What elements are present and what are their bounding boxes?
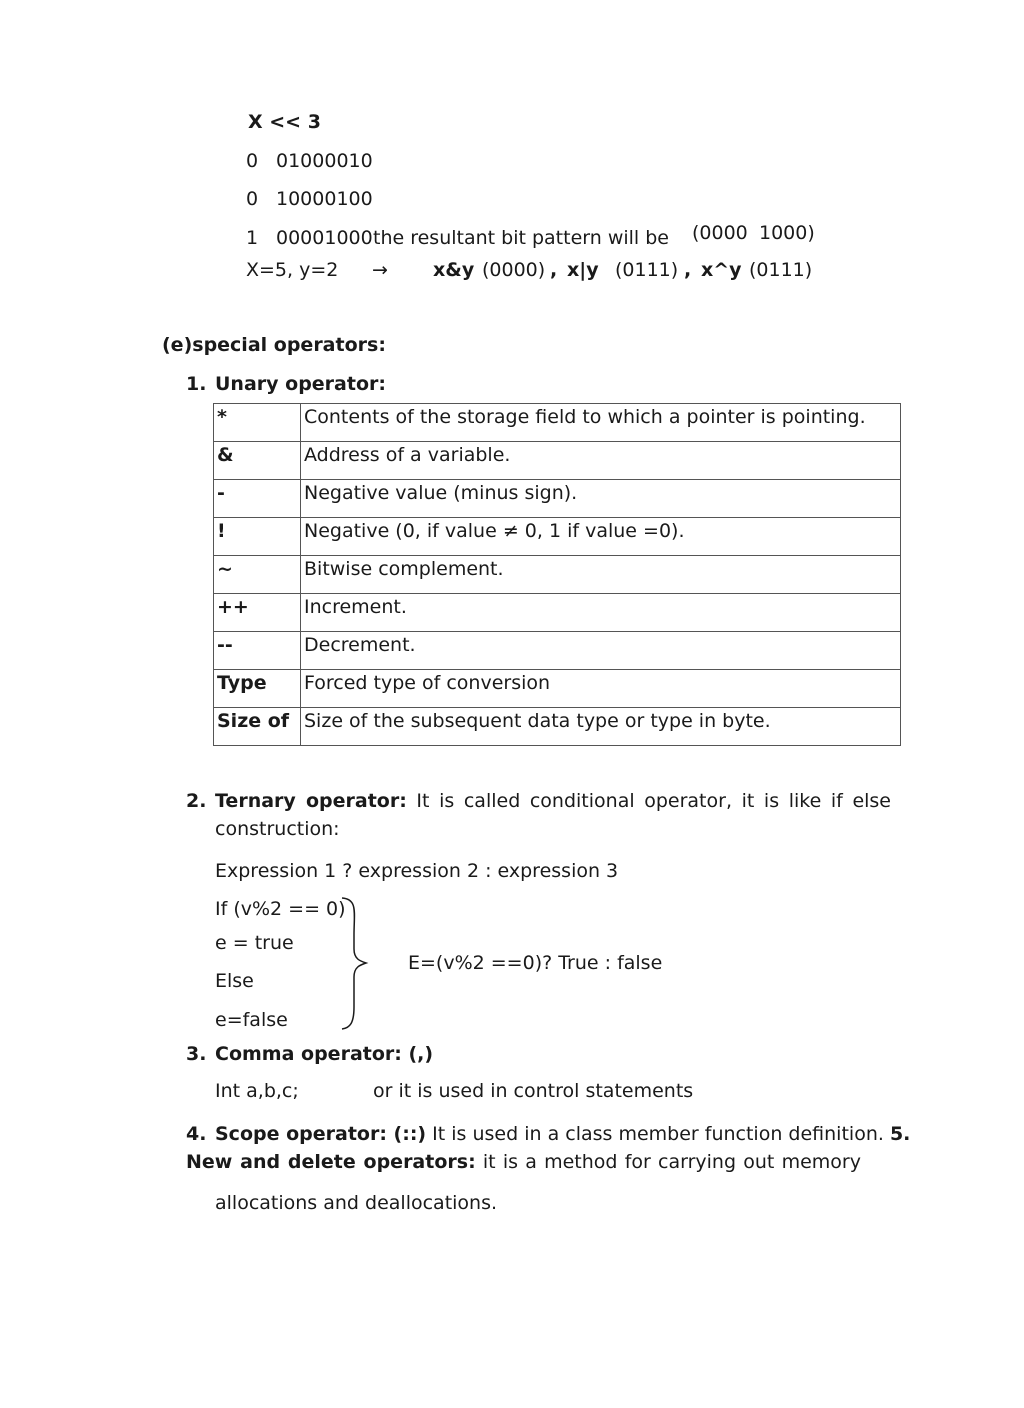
operator-description: Address of a variable. [301,442,901,480]
shift-carry: 1 [246,227,259,249]
shift-bits: 00001000 [276,227,373,249]
list-number: 1. [186,373,207,395]
ternary-text: It is called conditional operator, it is like if else [416,790,891,812]
operator-description: Decrement. [301,632,901,670]
code-line: If (v%2 == 0) [215,898,346,920]
table-row [214,670,901,708]
and-val: (0000) [482,259,546,281]
xor-op: x^y [701,259,742,281]
result-part-a: (0000 [692,222,748,244]
operator-symbol: ! [214,518,301,556]
comma-sep: , [684,259,692,281]
operator-description: Contents of the storage field to which a pointer is pointing. [301,404,901,442]
table-row [214,404,901,442]
operator-symbol: -- [214,632,301,670]
ternary-text-cont: construction: [215,818,340,840]
shift-carry: 0 [246,150,259,172]
table-row [214,708,901,746]
list-number: 2. [186,790,207,812]
operator-description: Negative value (minus sign). [301,480,901,518]
scope-title: Scope operator: (::) [215,1123,427,1145]
table-row [214,518,901,556]
shift-title: X << 3 [248,111,321,133]
newdel-line [186,1151,861,1173]
operator-symbol: Type [214,670,301,708]
operator-description: Forced type of conversion [301,670,901,708]
ternary-line [215,790,891,812]
code-line: Else [215,970,254,992]
operator-symbol: * [214,404,301,442]
table-row [214,556,901,594]
curly-brace-icon [336,895,376,1035]
unary-title: Unary operator: [215,373,386,395]
or-val: (0111) [615,259,679,281]
shift-bits: 10000100 [276,188,373,210]
xor-val: (0111) [749,259,813,281]
ternary-title: Ternary operator: [215,790,407,812]
table-row [214,632,901,670]
operator-description: Negative (0, if value ≠ 0, 1 if value =0). [301,518,901,556]
code-line: e=false [215,1009,288,1031]
scope-text: It is used in a class member function definition. [432,1123,884,1145]
operator-symbol: & [214,442,301,480]
ternary-expression: Expression 1 ? expression 2 : expression 3 [215,860,619,882]
xy-label: X=5, y=2 [246,259,339,281]
newdel-text-cont: allocations and deallocations. [215,1192,498,1214]
list-number: 3. [186,1043,207,1065]
operator-description: Size of the subsequent data type or type in byte. [301,708,901,746]
or-op: x|y [567,259,599,281]
ternary-equivalent: E=(v%2 ==0)? True : false [408,952,663,974]
list-number: 4. [186,1123,207,1145]
result-part-b: 1000) [759,222,815,244]
result-text: the resultant bit pattern will be [373,227,669,249]
comma-sep: , [550,259,558,281]
code-line: e = true [215,932,294,954]
table-row [214,442,901,480]
newdel-title: New and delete operators: [186,1151,476,1173]
operator-description: Increment. [301,594,901,632]
comma-example: Int a,b,c; [215,1080,299,1102]
unary-table [213,403,901,746]
table-row [214,480,901,518]
and-op: x&y [433,259,475,281]
shift-carry: 0 [246,188,259,210]
table-row [214,594,901,632]
operator-symbol: Size of [214,708,301,746]
shift-bits: 01000010 [276,150,373,172]
scope-line [215,1123,910,1145]
operator-symbol: ~ [214,556,301,594]
arrow: → [372,259,388,281]
operator-description: Bitwise complement. [301,556,901,594]
section-heading: (e)special operators: [162,334,386,356]
operator-symbol: - [214,480,301,518]
comma-note: or it is used in control statements [373,1080,694,1102]
newdel-text: it is a method for carrying out memory [482,1151,861,1173]
list-number: 5. [889,1123,911,1145]
comma-title: Comma operator: (,) [215,1043,434,1065]
operator-symbol: ++ [214,594,301,632]
